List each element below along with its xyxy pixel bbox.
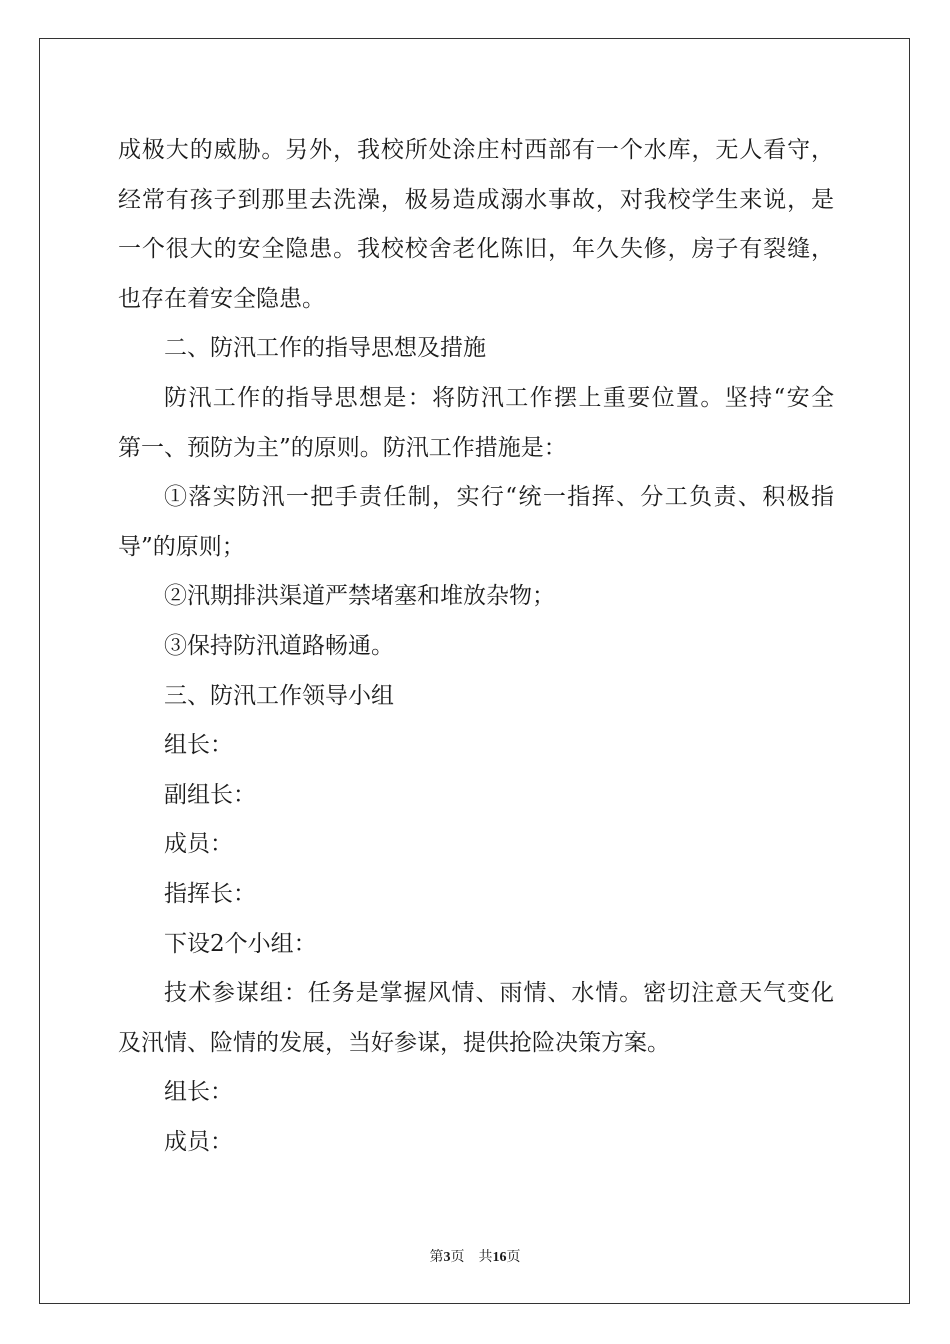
- page-footer: [0, 1248, 950, 1268]
- role-label: 副组长：: [164, 781, 256, 808]
- list-item: ②汛期排洪渠道严禁堵塞和堆放杂物；: [164, 583, 555, 610]
- page-suffix: 页: [450, 1250, 465, 1265]
- role-label: 成员：: [164, 1128, 233, 1155]
- body-line: 技术参谋组：任务是掌握风情、雨情、水情。密切注意天气变化: [164, 980, 834, 1007]
- section-heading: 三、防汛工作领导小组: [164, 682, 394, 709]
- role-label: 指挥长：: [164, 880, 256, 907]
- role-label: 成员：: [164, 831, 233, 858]
- body-line: 防汛工作的指导思想是：将防汛工作摆上重要位置。坚持“安全: [164, 384, 834, 411]
- list-item: ③保持防汛道路畅通。: [164, 632, 394, 659]
- role-label: 组长：: [164, 732, 233, 759]
- total-prefix: 共: [478, 1250, 493, 1265]
- document-body: [118, 126, 834, 1167]
- list-item: ①落实防汛一把手责任制，实行“统一指挥、分工负责、积极指: [164, 484, 834, 511]
- page-number: 3: [443, 1250, 451, 1265]
- body-line: 及汛情、险情的发展，当好参谋，提供抢险决策方案。: [118, 1029, 670, 1056]
- total-pages: 16: [492, 1250, 507, 1265]
- body-line: 经常有孩子到那里去洗澡，极易造成溺水事故，对我校学生来说，是: [118, 186, 834, 213]
- body-line: 也存在着安全隐患。: [118, 285, 325, 312]
- body-line: 成极大的威胁。另外，我校所处涂庄村西部有一个水库，无人看守，: [118, 137, 834, 163]
- total-suffix: 页: [506, 1250, 521, 1265]
- body-line: 下设2个小组：: [164, 930, 317, 957]
- role-label: 组长：: [164, 1079, 233, 1106]
- body-line: 第一、预防为主”的原则。防汛工作措施是：: [118, 434, 567, 461]
- section-heading: 二、防汛工作的指导思想及措施: [164, 335, 486, 362]
- page-prefix: 第: [429, 1250, 444, 1265]
- body-line: 一个很大的安全隐患。我校校舍老化陈旧，年久失修，房子有裂缝，: [118, 236, 834, 263]
- list-item-continuation: 导”的原则；: [118, 533, 245, 560]
